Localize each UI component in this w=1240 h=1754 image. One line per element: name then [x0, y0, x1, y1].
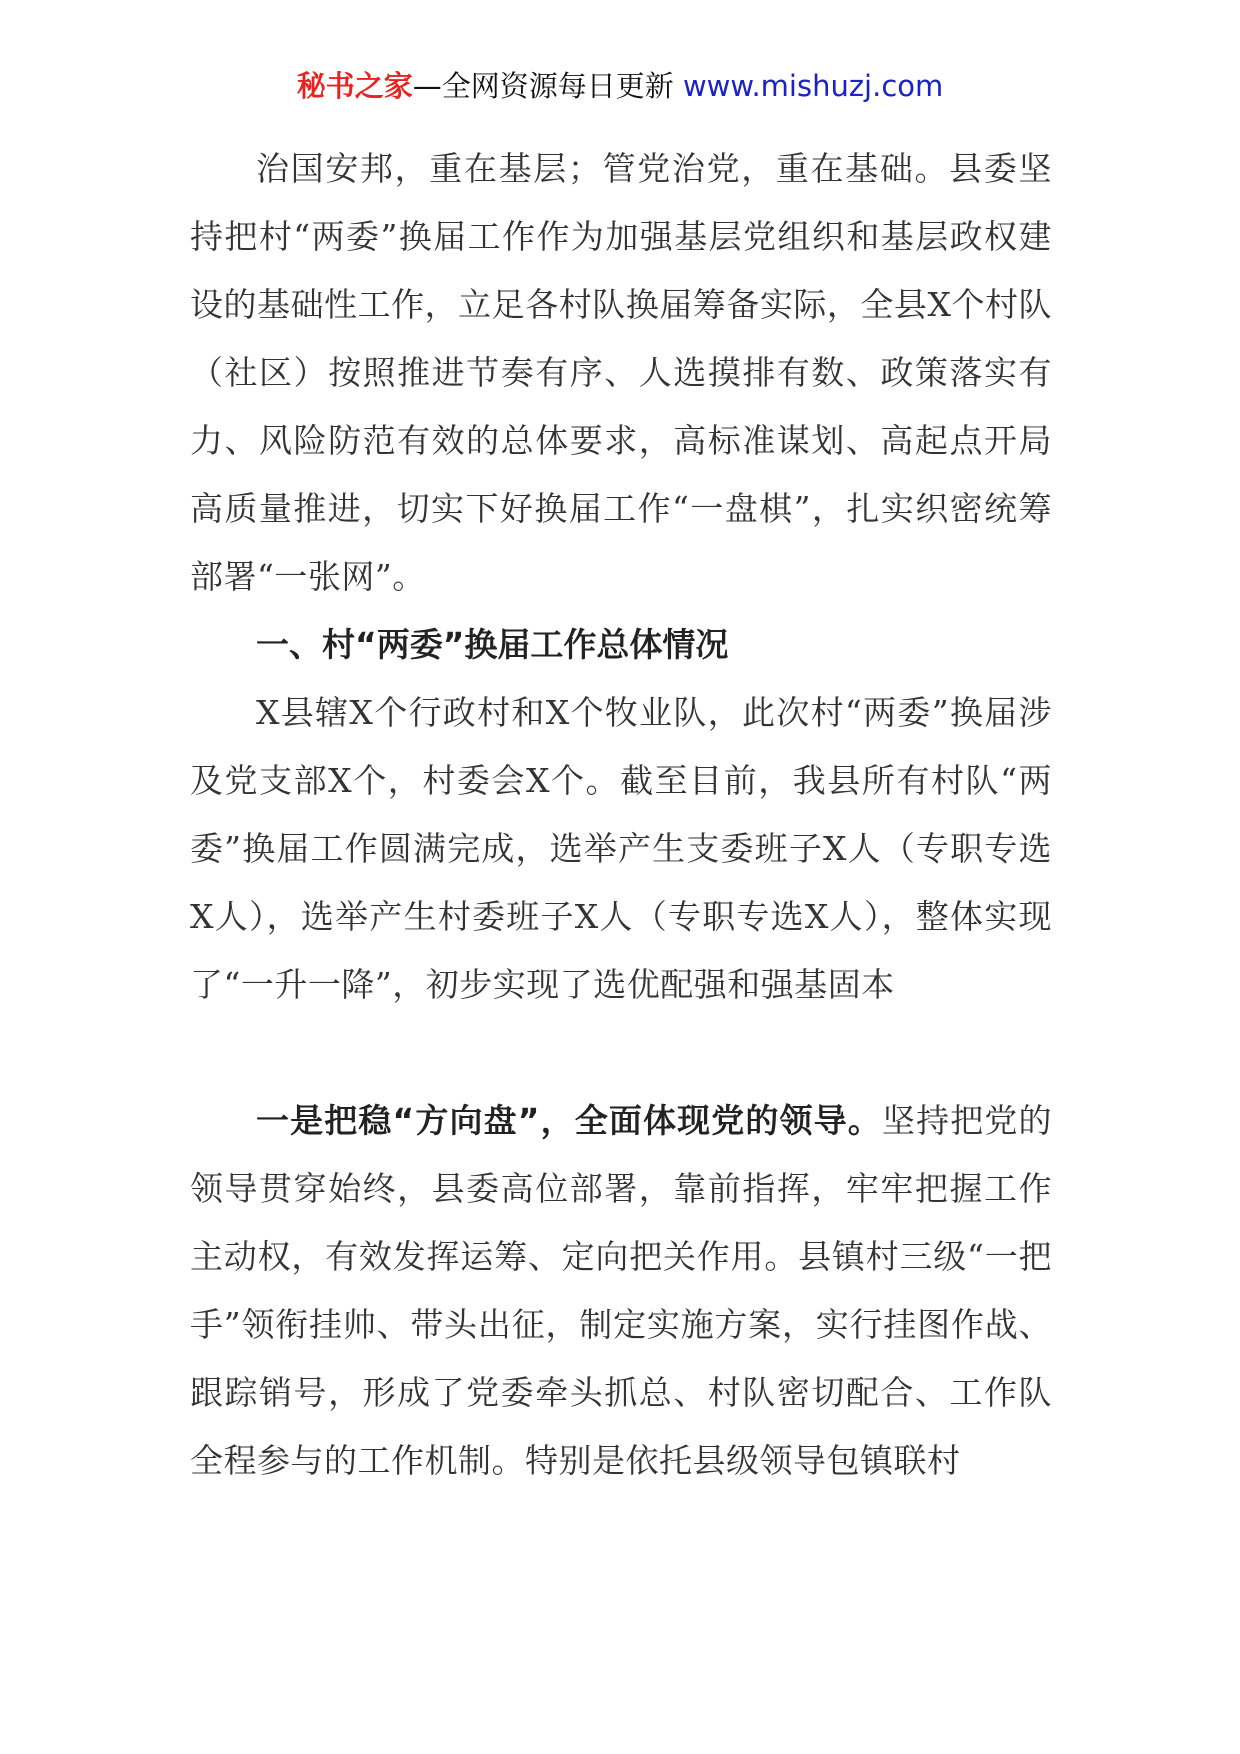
section-heading: 一、村“两委”换届工作总体情况 [256, 625, 729, 664]
point-paragraph [190, 1087, 1052, 1495]
document-body [190, 135, 1052, 1495]
site-brand: 秘书之家 [296, 69, 413, 103]
paragraph-gap [190, 1019, 1052, 1087]
intro-paragraph: 治国安邦，重在基层；管党治党，重在基础。县委坚持把村“两委”换届工作作为加强基层党组织和基层政权建设的基础性工作，立足各村队换届筹备实际，全县X个村队（社区）按照推进节奏有序、人选摸排有数、政策落实有力、风险防范有效的总体要求，高标准谋划、高起点开局高质量推进，切实下好换届工作“一盘棋”，扎实织密统筹部署“一张网”。 [190, 149, 1052, 596]
section-paragraph: X县辖X个行政村和X个牧业队，此次村“两委”换届涉及党支部X个，村委会X个。截至目前，我县所有村队“两委”换届工作圆满完成，选举产生支委班子X人（专职专选X人），选举产生村委班子X人（专职专选X人），整体实现了“一升一降”，初步实现了选优配强和强基固本 [190, 693, 1052, 1004]
point-body: 坚持把党的领导贯穿始终，县委高位部署，靠前指挥，牢牢把握工作主动权，有效发挥运筹、定向把关作用。县镇村三级“一把手”领衔挂帅、带头出征，制定实施方案，实行挂图作战、跟踪销号，形成了党委牵头抓总、村队密切配合、工作队全程参与的工作机制。特别是依托县级领导包镇联村 [190, 1101, 1052, 1480]
point-lead: 一是把稳“方向盘”，全面体现党的领导。 [256, 1101, 882, 1140]
site-slogan: —全网资源每日更新 [412, 69, 674, 103]
site-url-link[interactable]: www.mishuzj.com [682, 69, 944, 103]
site-header [0, 66, 1240, 106]
